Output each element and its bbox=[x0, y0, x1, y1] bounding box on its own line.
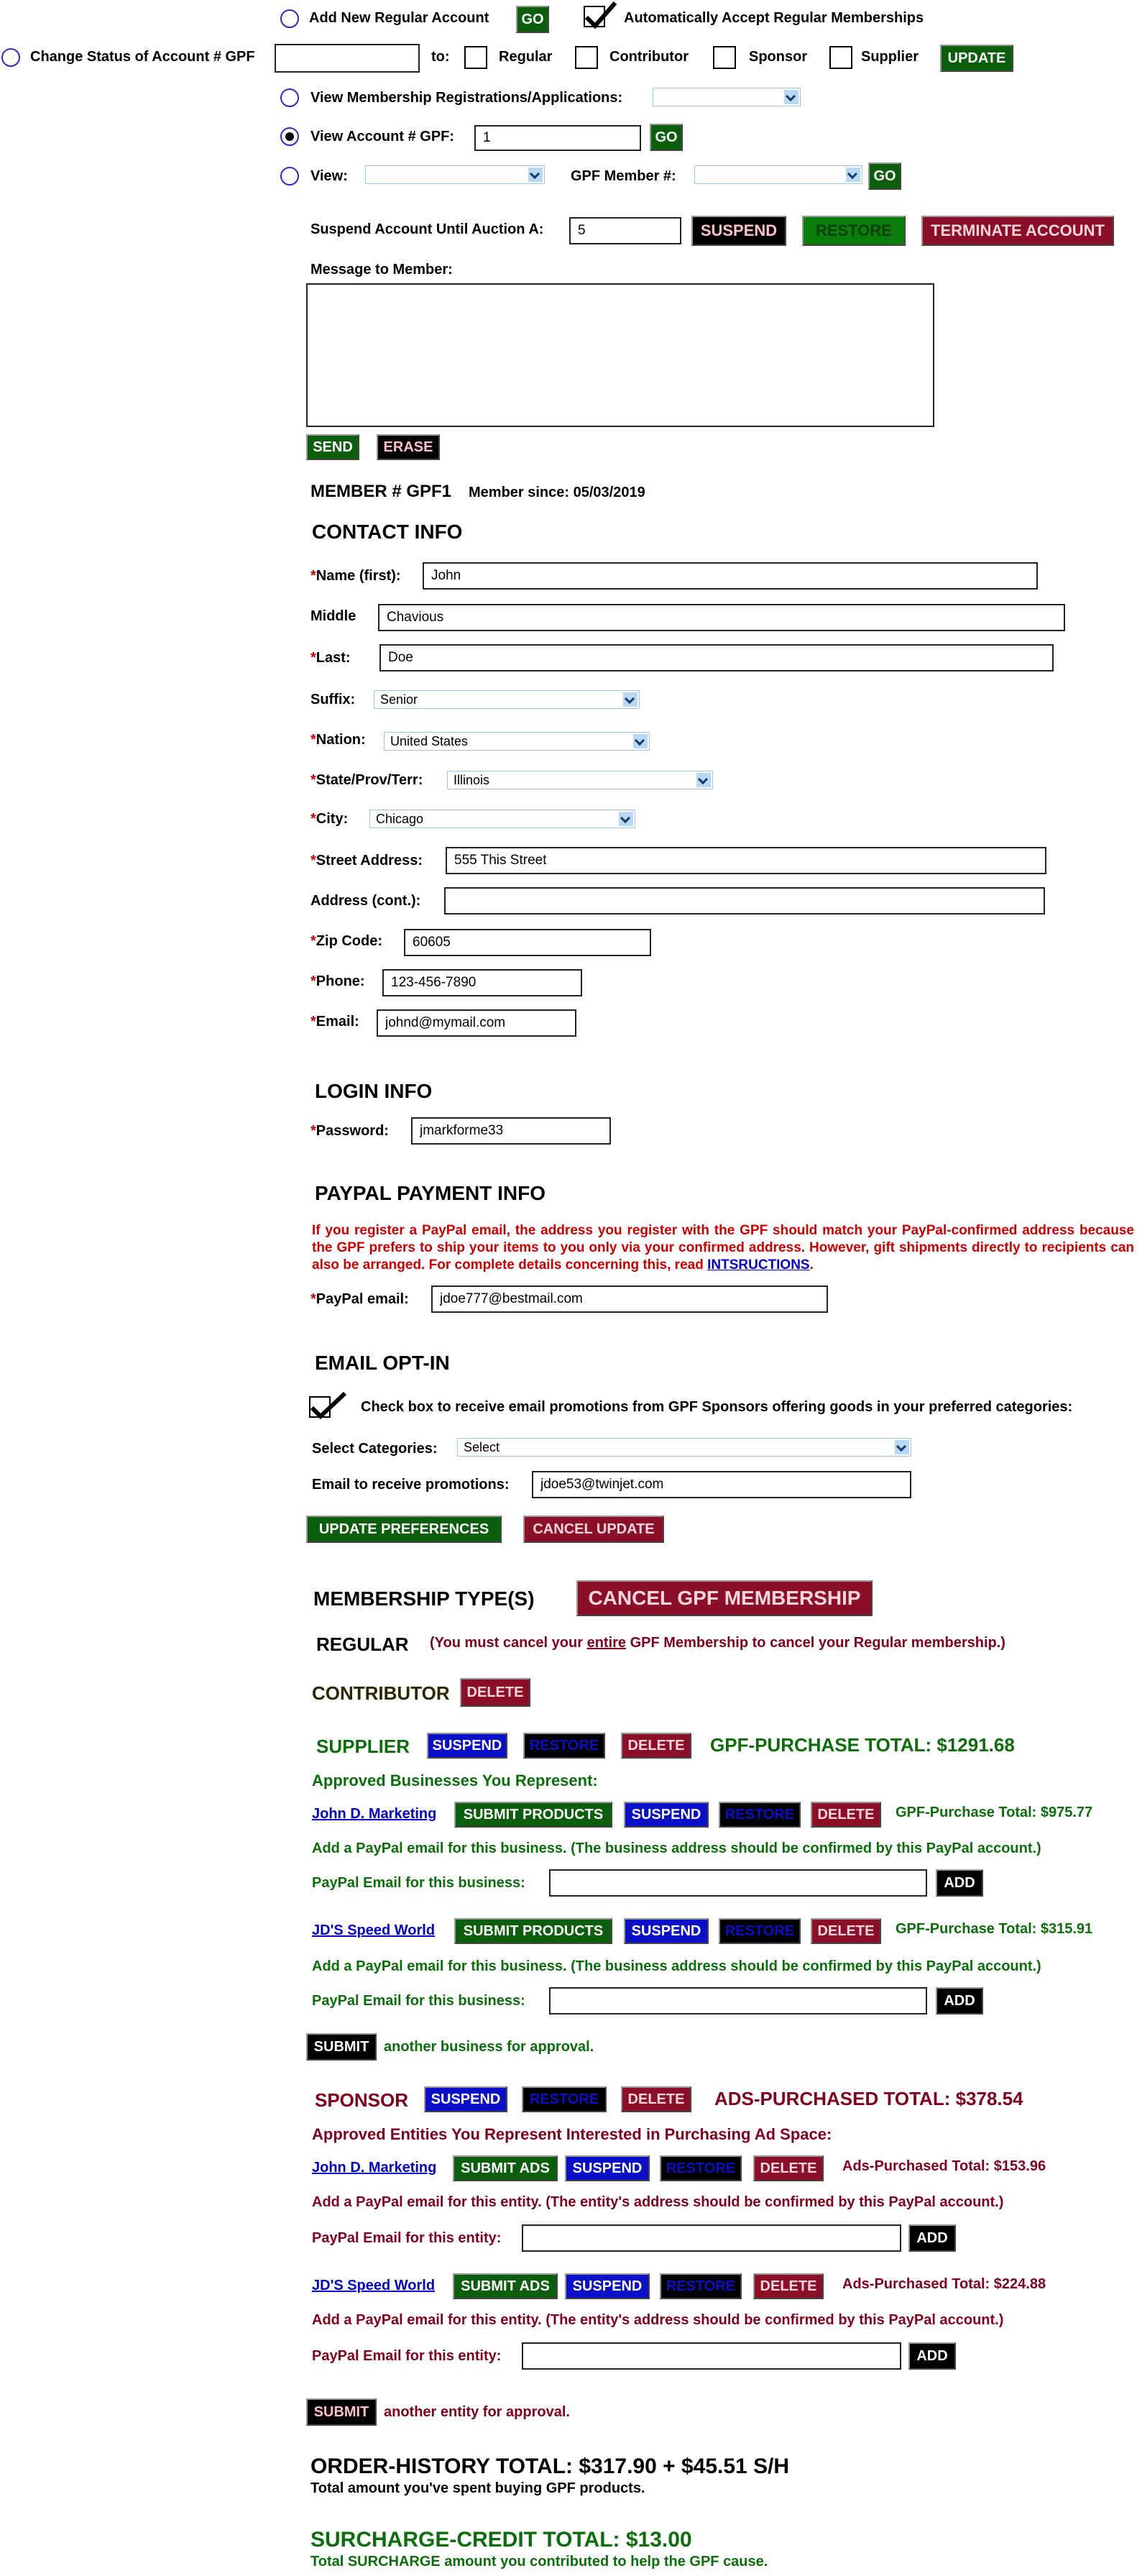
add-regular-go-button[interactable]: GO bbox=[516, 6, 549, 33]
required-star: * bbox=[310, 1291, 316, 1307]
state-label-text: State/Prov/Terr: bbox=[316, 772, 423, 788]
email-optin-heading: EMAIL OPT-IN bbox=[315, 1352, 450, 1374]
first-name-label-text: Name (first): bbox=[316, 568, 401, 584]
email-label-text: Email: bbox=[316, 1014, 359, 1030]
required-star: * bbox=[310, 1014, 316, 1030]
chevron-down-icon bbox=[696, 773, 711, 787]
submit-entity-button[interactable]: SUBMIT bbox=[306, 2398, 377, 2426]
submit-business-button[interactable]: SUBMIT bbox=[306, 2033, 377, 2061]
regular-note-pre: (You must cancel your bbox=[430, 1635, 584, 1651]
paypal-email-label bbox=[310, 1291, 409, 1308]
password-label-text: Password: bbox=[316, 1123, 389, 1139]
change-status-radio[interactable] bbox=[1, 48, 20, 67]
checkmark-icon bbox=[581, 0, 618, 32]
chevron-down-icon bbox=[846, 168, 860, 182]
update-preferences-button[interactable]: UPDATE PREFERENCES bbox=[306, 1516, 502, 1543]
view-go-button[interactable]: GO bbox=[868, 162, 901, 190]
entity-total: Ads-Purchased Total: $224.88 bbox=[842, 2276, 1046, 2292]
supplier-restore-button[interactable]: RESTORE bbox=[523, 1733, 605, 1759]
sponsor-entity-link[interactable]: John D. Marketing bbox=[312, 2160, 437, 2176]
business-paypal-input[interactable] bbox=[549, 1869, 927, 1897]
add-regular-radio[interactable] bbox=[280, 9, 299, 28]
view-select[interactable] bbox=[365, 165, 545, 184]
business-restore-button[interactable]: RESTORE bbox=[719, 1918, 801, 1944]
entity-delete-button[interactable]: DELETE bbox=[753, 2155, 824, 2181]
entity-paypal-input[interactable] bbox=[522, 2224, 901, 2252]
required-star: * bbox=[310, 973, 316, 989]
view-account-label: View Account # GPF: bbox=[310, 129, 455, 145]
business-suspend-button[interactable]: SUSPEND bbox=[624, 1918, 709, 1944]
required-star: * bbox=[310, 933, 316, 949]
status-contributor-label: Contributor bbox=[609, 49, 689, 65]
submit-ads-button[interactable]: SUBMIT ADS bbox=[453, 2155, 558, 2181]
view-account-radio[interactable] bbox=[280, 127, 299, 146]
entity-paypal-note: Add a PayPal email for this entity. (The entity's address should be confirmed by this PayPal account.) bbox=[312, 2312, 1004, 2328]
view-registrations-label: View Membership Registrations/Applications: bbox=[310, 90, 623, 106]
city-label-text: City: bbox=[316, 811, 349, 827]
required-star: * bbox=[310, 732, 316, 748]
last-name-label bbox=[310, 650, 351, 666]
business-paypal-label: PayPal Email for this business: bbox=[312, 1875, 525, 1891]
chevron-down-icon bbox=[895, 1440, 909, 1454]
phone-input[interactable] bbox=[382, 969, 582, 996]
optin-checkbox-label: Check box to receive email promotions from GPF Sponsors offering goods in your preferred categories: bbox=[361, 1399, 1073, 1415]
promo-email-label: Email to receive promotions: bbox=[312, 1477, 510, 1493]
submit-entity-note: another entity for approval. bbox=[384, 2404, 570, 2420]
categories-value: Select bbox=[464, 1440, 500, 1454]
nation-value: United States bbox=[390, 734, 469, 748]
zip-label bbox=[310, 933, 382, 950]
restore-button[interactable]: RESTORE bbox=[802, 216, 906, 246]
entity-suspend-button[interactable]: SUSPEND bbox=[565, 2155, 650, 2181]
business-restore-button[interactable]: RESTORE bbox=[719, 1802, 801, 1828]
business-add-button[interactable]: ADD bbox=[936, 1869, 983, 1897]
sponsor-suspend-button[interactable]: SUSPEND bbox=[424, 2086, 507, 2112]
supplier-approved-heading: Approved Businesses You Represent: bbox=[312, 1771, 598, 1789]
chevron-down-icon bbox=[528, 168, 543, 182]
submit-products-button[interactable]: SUBMIT PRODUCTS bbox=[454, 1802, 612, 1828]
gpf-member-select[interactable] bbox=[694, 165, 862, 184]
nation-label-text: Nation: bbox=[316, 732, 366, 748]
chevron-down-icon bbox=[633, 734, 648, 748]
message-textarea[interactable] bbox=[306, 283, 934, 427]
paypal-email-input[interactable] bbox=[431, 1285, 828, 1313]
terminate-account-button[interactable]: TERMINATE ACCOUNT bbox=[921, 216, 1114, 246]
gpf-member-label: GPF Member #: bbox=[571, 168, 676, 184]
business-delete-button[interactable]: DELETE bbox=[811, 1918, 881, 1944]
required-star: * bbox=[310, 772, 316, 788]
suspend-label: Suspend Account Until Auction A: bbox=[310, 221, 544, 237]
required-star: * bbox=[310, 568, 316, 584]
paypal-notice-text: If you register a PayPal email, the address you register with the GPF should match your PayPal-confirmed address because the GPF prefers to ship your items to you only via your confirmed address. However, gift shipments directly to recipients can also be arranged. For complete details concerning this, read bbox=[312, 1223, 1134, 1273]
send-button[interactable]: SEND bbox=[306, 434, 359, 460]
contributor-delete-button[interactable]: DELETE bbox=[460, 1678, 530, 1707]
promo-email-input[interactable] bbox=[532, 1471, 911, 1498]
email-label bbox=[310, 1014, 359, 1030]
sponsor-label: SPONSOR bbox=[315, 2089, 409, 2111]
entity-total: Ads-Purchased Total: $153.96 bbox=[842, 2158, 1046, 2174]
first-name-input[interactable] bbox=[423, 562, 1038, 590]
middle-name-label: Middle bbox=[310, 608, 356, 624]
surcharge-credit-total: SURCHARGE-CREDIT TOTAL: $13.00 bbox=[310, 2528, 692, 2552]
password-input[interactable] bbox=[411, 1117, 611, 1145]
business-total: GPF-Purchase Total: $975.77 bbox=[896, 1805, 1093, 1820]
contact-info-heading: CONTACT INFO bbox=[312, 521, 463, 543]
supplier-label: SUPPLIER bbox=[316, 1736, 410, 1757]
supplier-total: GPF-PURCHASE TOTAL: $1291.68 bbox=[710, 1734, 1015, 1756]
entity-suspend-button[interactable]: SUSPEND bbox=[565, 2273, 650, 2299]
sponsor-restore-button[interactable]: RESTORE bbox=[522, 2086, 607, 2112]
city-select[interactable] bbox=[369, 810, 635, 828]
categories-select[interactable] bbox=[457, 1438, 911, 1457]
auto-accept-label: Automatically Accept Regular Memberships bbox=[624, 10, 924, 26]
entity-restore-button[interactable]: RESTORE bbox=[660, 2273, 742, 2299]
required-star: * bbox=[310, 1123, 316, 1139]
submit-business-note: another business for approval. bbox=[384, 2039, 594, 2055]
regular-note-post: GPF Membership to cancel your Regular membership.) bbox=[630, 1635, 1005, 1651]
business-paypal-label: PayPal Email for this business: bbox=[312, 1993, 525, 2009]
regular-label: REGULAR bbox=[316, 1633, 409, 1655]
regular-note bbox=[430, 1635, 1005, 1651]
state-label bbox=[310, 772, 423, 789]
entity-paypal-label: PayPal Email for this entity: bbox=[312, 2348, 502, 2364]
required-star: * bbox=[310, 811, 316, 827]
instructions-link[interactable]: INTSRUCTIONS bbox=[707, 1257, 810, 1273]
regular-note-emphasis: entire bbox=[586, 1635, 627, 1651]
view-radio[interactable] bbox=[280, 167, 299, 185]
registrations-select[interactable] bbox=[653, 88, 801, 106]
entity-delete-button[interactable]: DELETE bbox=[753, 2273, 824, 2299]
sponsor-delete-button[interactable]: DELETE bbox=[621, 2086, 691, 2112]
paypal-info-heading: PAYPAL PAYMENT INFO bbox=[315, 1182, 546, 1204]
address2-label: Address (cont.): bbox=[310, 893, 421, 909]
street-address-input[interactable] bbox=[446, 847, 1046, 874]
suffix-value: Senior bbox=[380, 692, 418, 707]
entity-restore-button[interactable]: RESTORE bbox=[660, 2155, 742, 2181]
nation-select[interactable] bbox=[384, 732, 650, 751]
business-add-button[interactable]: ADD bbox=[936, 1987, 983, 2014]
last-name-input[interactable] bbox=[379, 644, 1054, 671]
status-supplier-label: Supplier bbox=[861, 49, 919, 65]
message-label: Message to Member: bbox=[310, 262, 453, 278]
city-value: Chicago bbox=[376, 812, 424, 826]
update-status-button[interactable]: UPDATE bbox=[940, 45, 1013, 72]
supplier-business-link[interactable]: JD'S Speed World bbox=[312, 1922, 436, 1938]
business-suspend-button[interactable]: SUSPEND bbox=[624, 1802, 709, 1828]
email-input[interactable] bbox=[377, 1009, 576, 1037]
last-name-label-text: Last: bbox=[316, 650, 351, 666]
status-regular-checkbox[interactable] bbox=[464, 46, 487, 69]
view-account-go-button[interactable]: GO bbox=[650, 124, 683, 151]
checkmark-icon bbox=[306, 1389, 348, 1421]
entity-paypal-note: Add a PayPal email for this entity. (The entity's address should be confirmed by this PayPal account.) bbox=[312, 2194, 1004, 2210]
business-delete-button[interactable]: DELETE bbox=[811, 1802, 881, 1828]
to-label: to: bbox=[431, 49, 450, 65]
business-paypal-note: Add a PayPal email for this business. (The business address should be confirmed by this PayPal account.) bbox=[312, 1958, 1041, 1974]
address2-input[interactable] bbox=[444, 887, 1045, 915]
sponsor-total: ADS-PURCHASED TOTAL: $378.54 bbox=[714, 2088, 1023, 2109]
zip-label-text: Zip Code: bbox=[316, 933, 383, 949]
member-since: Member since: 05/03/2019 bbox=[469, 485, 645, 500]
submit-ads-button[interactable]: SUBMIT ADS bbox=[453, 2273, 558, 2299]
required-star: * bbox=[310, 650, 316, 666]
order-history-note: Total amount you've spent buying GPF products. bbox=[310, 2480, 645, 2496]
suffix-select[interactable] bbox=[374, 690, 640, 709]
membership-types-heading: MEMBERSHIP TYPE(S) bbox=[313, 1587, 535, 1610]
status-sponsor-checkbox[interactable] bbox=[713, 46, 736, 69]
supplier-delete-button[interactable]: DELETE bbox=[621, 1733, 691, 1759]
street-label-text: Street Address: bbox=[316, 853, 423, 868]
business-total: GPF-Purchase Total: $315.91 bbox=[896, 1921, 1093, 1937]
entity-add-button[interactable]: ADD bbox=[908, 2342, 956, 2370]
supplier-suspend-button[interactable]: SUSPEND bbox=[427, 1733, 507, 1759]
entity-paypal-label: PayPal Email for this entity: bbox=[312, 2230, 502, 2246]
submit-products-button[interactable]: SUBMIT PRODUCTS bbox=[454, 1918, 612, 1944]
state-select[interactable] bbox=[447, 771, 713, 789]
business-paypal-note: Add a PayPal email for this business. (The business address should be confirmed by this PayPal account.) bbox=[312, 1841, 1041, 1856]
order-history-total: ORDER-HISTORY TOTAL: $317.90 + $45.51 S/H bbox=[310, 2454, 790, 2478]
zip-input[interactable] bbox=[404, 929, 651, 956]
sponsor-approved-heading: Approved Entities You Represent Interested in Purchasing Ad Space: bbox=[312, 2125, 832, 2143]
status-sponsor-label: Sponsor bbox=[749, 49, 808, 65]
suffix-label: Suffix: bbox=[310, 692, 356, 707]
view-label: View: bbox=[310, 168, 348, 184]
chevron-down-icon bbox=[784, 90, 798, 104]
erase-button[interactable]: ERASE bbox=[377, 434, 440, 460]
phone-label-text: Phone: bbox=[316, 973, 365, 989]
nation-label bbox=[310, 732, 366, 748]
change-status-label: Change Status of Account # GPF bbox=[30, 49, 255, 65]
add-regular-label: Add New Regular Account bbox=[309, 10, 489, 26]
status-supplier-checkbox[interactable] bbox=[829, 46, 852, 69]
member-number: MEMBER # GPF1 bbox=[310, 482, 452, 501]
view-registrations-radio[interactable] bbox=[280, 88, 299, 107]
paypal-email-label-text: PayPal email: bbox=[316, 1291, 409, 1307]
business-paypal-input[interactable] bbox=[549, 1987, 927, 2014]
categories-label: Select Categories: bbox=[312, 1441, 438, 1457]
cancel-gpf-membership-button[interactable]: CANCEL GPF MEMBERSHIP bbox=[576, 1580, 873, 1616]
paypal-notice: If you register a PayPal email, the address you register with the GPF should match your PayPal-confirmed address because the GPF prefers to ship your items to you only via your confirmed address. However, gift shipments directly to recipients can also be arranged. For complete details concerning this, read INTSRUCTIONS. bbox=[312, 1223, 1134, 1273]
view-account-input[interactable] bbox=[474, 125, 641, 151]
contributor-label: CONTRIBUTOR bbox=[312, 1682, 450, 1704]
entity-add-button[interactable]: ADD bbox=[908, 2224, 956, 2252]
middle-name-input[interactable] bbox=[378, 604, 1065, 631]
entity-paypal-input[interactable] bbox=[522, 2342, 901, 2370]
state-value: Illinois bbox=[454, 773, 490, 787]
required-star: * bbox=[310, 853, 316, 868]
password-label bbox=[310, 1123, 389, 1140]
surcharge-credit-note: Total SURCHARGE amount you contributed to help the GPF cause. bbox=[310, 2554, 768, 2570]
sponsor-entity-link[interactable]: JD'S Speed World bbox=[312, 2278, 436, 2293]
status-contributor-checkbox[interactable] bbox=[575, 46, 598, 69]
chevron-down-icon bbox=[623, 692, 637, 707]
chevron-down-icon bbox=[619, 812, 633, 826]
status-regular-label: Regular bbox=[499, 49, 553, 65]
change-status-account-input[interactable] bbox=[275, 44, 420, 73]
city-label bbox=[310, 811, 348, 828]
phone-label bbox=[310, 973, 365, 990]
login-info-heading: LOGIN INFO bbox=[315, 1080, 433, 1102]
cancel-update-button[interactable]: CANCEL UPDATE bbox=[523, 1516, 664, 1543]
first-name-label bbox=[310, 568, 401, 585]
street-label bbox=[310, 853, 423, 869]
suspend-button[interactable]: SUSPEND bbox=[691, 216, 786, 246]
supplier-business-link[interactable]: John D. Marketing bbox=[312, 1806, 437, 1822]
suspend-auction-input[interactable] bbox=[569, 217, 681, 244]
